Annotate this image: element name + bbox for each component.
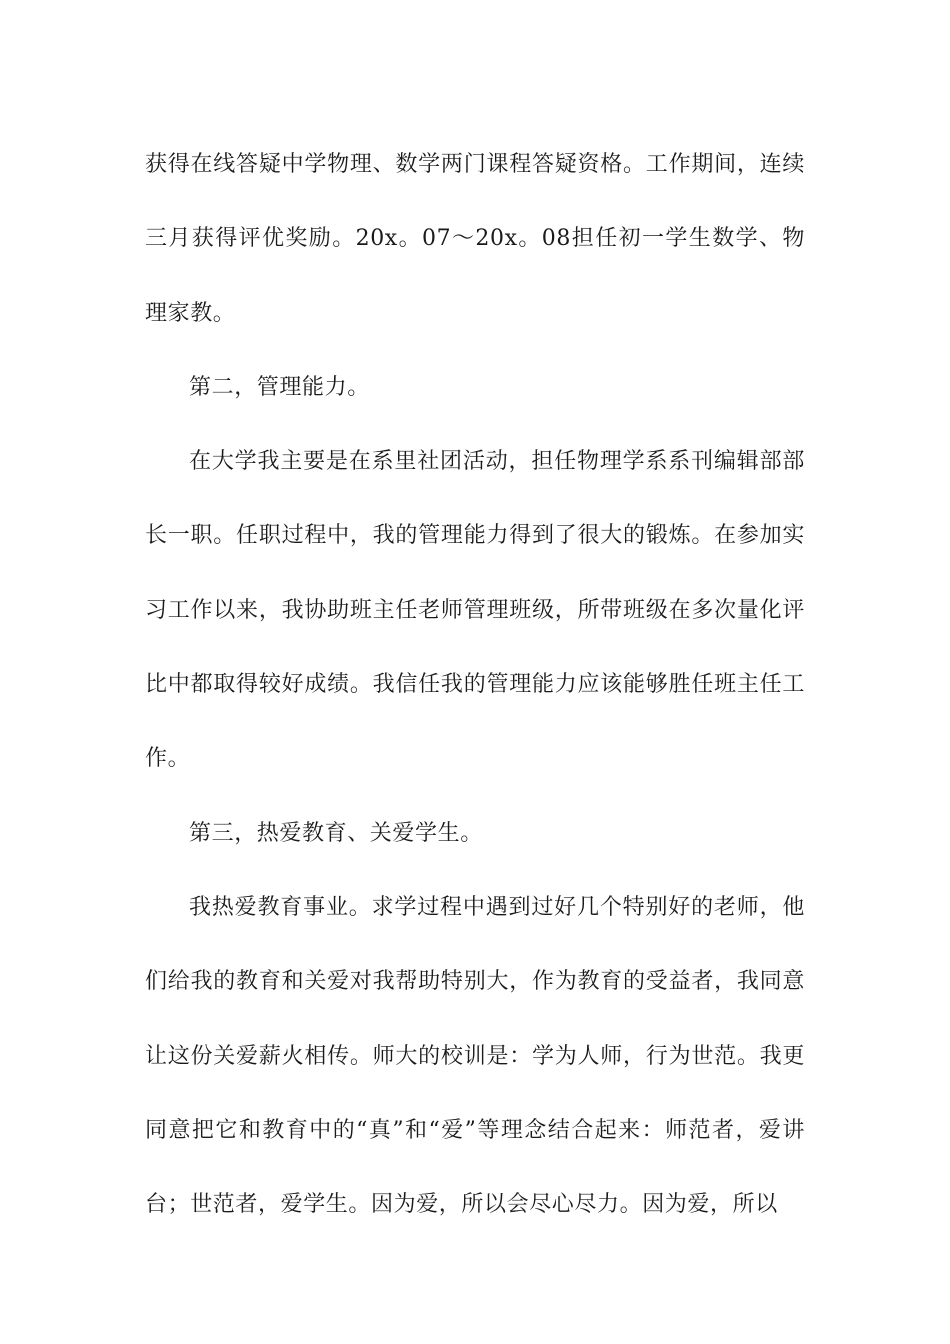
- section-heading-education: 第三，热爱教育、关爱学生。: [189, 820, 483, 846]
- paragraph-continuation: 获得在线答疑中学物理、数学两门课程答疑资格。工作期间，连续三月获得评优奖励。20x。07～20x。08担任初一学生数学、物理家教。: [145, 152, 805, 326]
- paragraph-management: 在大学我主要是在系里社团活动，担任物理学系系刊编辑部部长一职。任职过程中，我的管理能力得到了很大的锻炼。在参加实习工作以来，我协助班主任老师管理班级，所带班级在多次量化评比中都取得较好成绩。我信任我的管理能力应该能够胜任班主任工作。: [145, 449, 805, 772]
- paragraph-education: 我热爱教育事业。求学过程中遇到过好几个特别好的老师，他们给我的教育和关爱对我帮助特别大，作为教育的受益者，我同意让这份关爱薪火相传。师大的校训是：学为人师，行为世范。我更同意把它和教育中的“真”和“爱”等理念结合起来：师范者，爱讲台；世范者，爱学生。因为爱，所以会尽心尽力。因为爱，所以: [145, 894, 805, 1218]
- document-body: [145, 128, 805, 1242]
- section-heading-management: 第二，管理能力。: [189, 374, 370, 400]
